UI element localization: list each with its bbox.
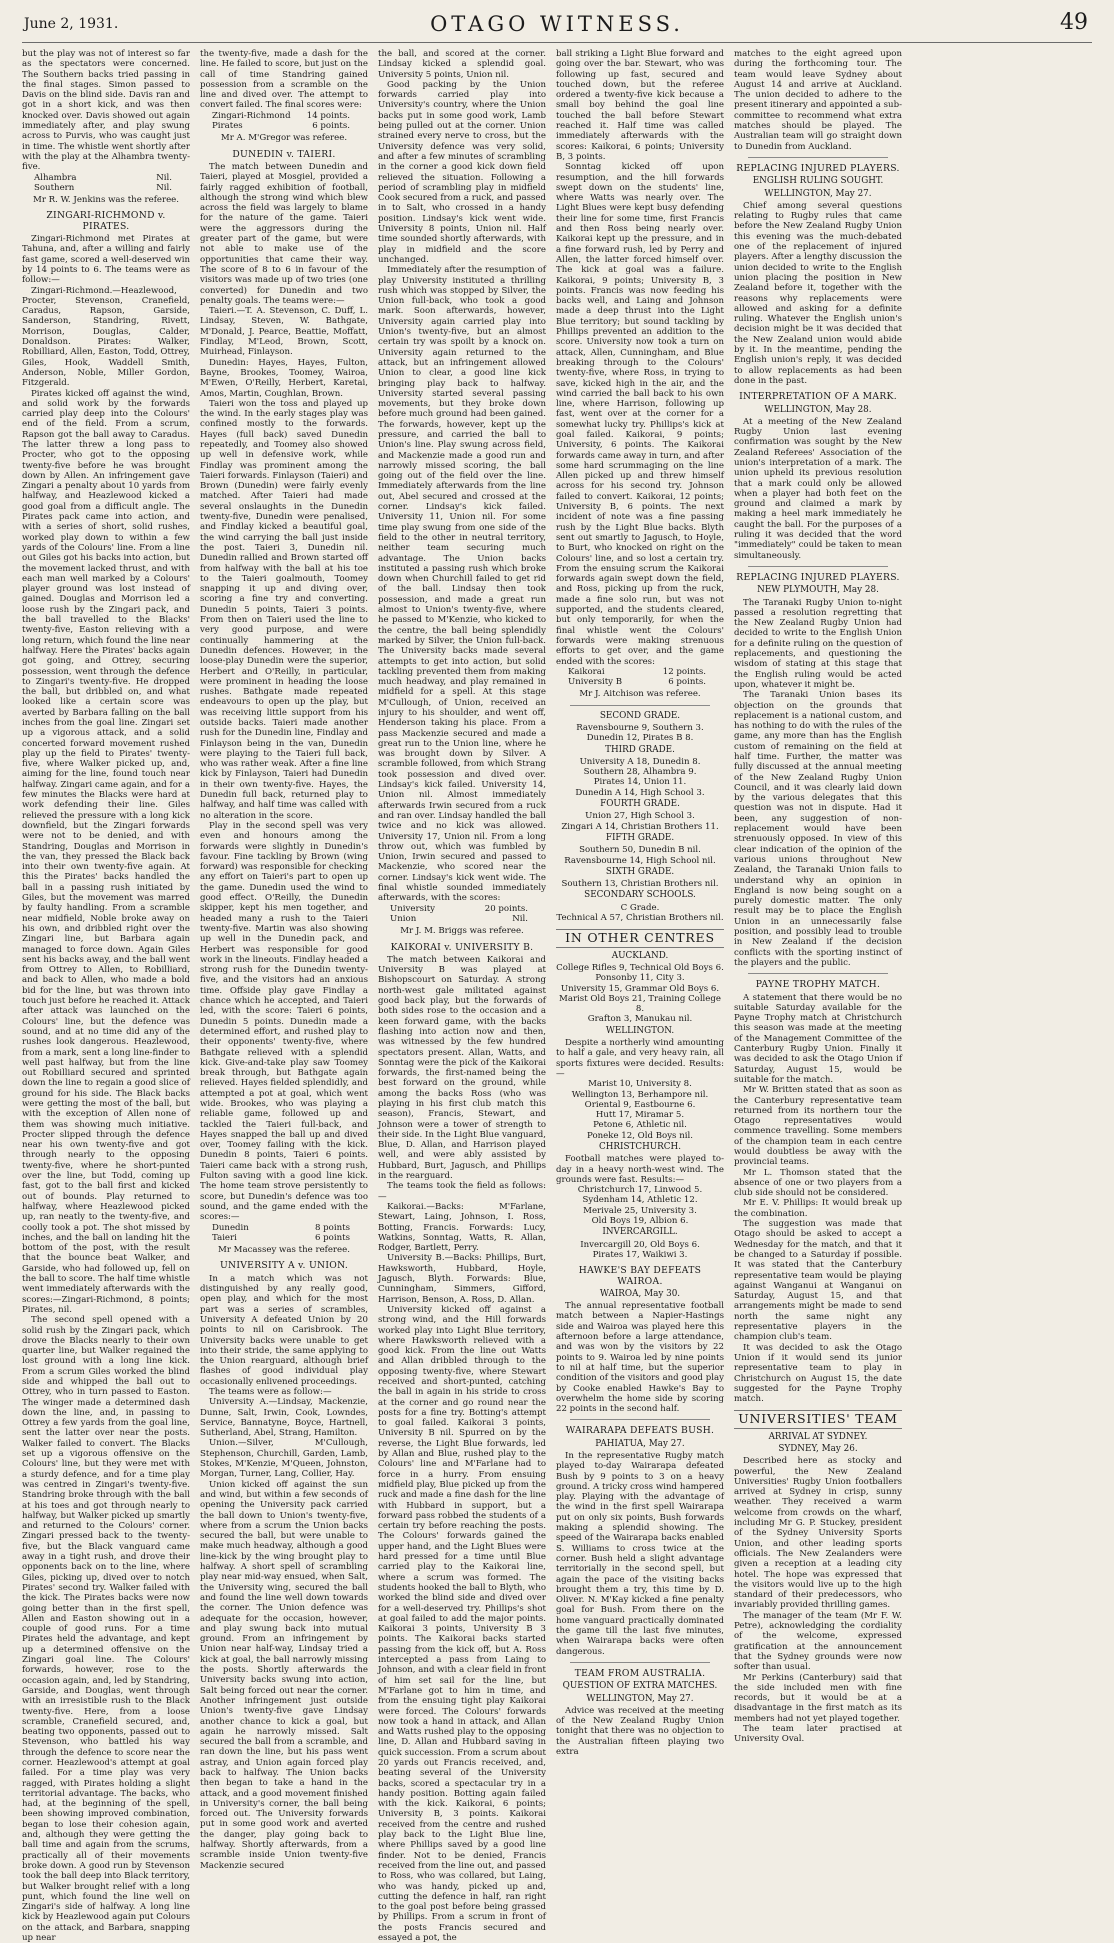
section-headline: IN OTHER CENTRES	[556, 929, 724, 947]
result-line: Southern 13, Christian Brothers nil.	[561, 879, 719, 890]
team-score: 14 points.	[306, 110, 350, 121]
masthead	[22, 6, 1092, 43]
article-paragraph: Kaikorai.—Backs: M'Farlane, Stewart, Laing, Johnson, I. Ross, Botting, Francis. Forwards: Lucy, Watkins, Sonntag, Watts, R. Allan, Rodger, Bartlett, Perry.	[378, 1201, 546, 1254]
section-headline: UNIVERSITIES' TEAM	[734, 1410, 902, 1428]
article-headline: HAWKE'S BAY DEFEATS WAIROA.	[578, 1265, 702, 1287]
article-paragraph: Immediately after the resumption of play University instituted a thrilling rush which was stopped by Silver, the Union full-back, who took a good mark. Soon afterwards, however, University again carried play into Union's twenty-five, but an almost certain try was spoilt by a knock on. University again returned to the attack, but an infringement allowed Union to clear, a good line kick bringing play back to halfway. University started several passing movements, but they broke down before much ground had been gained. The forwards, however, kept up the pressure, and carried the ball to Union's line. Play swung across field, and Mackenzie made a good run and narrowly missed scoring, the ball going out of the field over the line. Immediately afterwards from the line out, Abel secured and crossed at the corner. Lindsay's kick failed. University 11, Union nil. For some time play swung from one side of the field to the other in neutral territory, neither team securing much advantage. The Union backs instituted a passing rush which broke down when Churchill failed to get rid of the ball. Lindsay then took possession, and made a great run almost to Union's twenty-five, where he passed to M'Kenzie, who kicked to the centre, the ball being splendidly marked by Silver, the Union full-back. The University backs made several attempts to get into action, but solid tackling prevented them from making much headway, and play remained in midfield for a spell. At this stage M'Cullough, of Union, received an injury to his shoulder, and went off, Henderson taking his place. From a pass Mackenzie secured and made a great run to the Union line, where he was brought down by Silver. A scramble followed, from which Strang took possession and dived over. Lindsay's kick failed. University 14, Union nil. Almost immediately afterwards Irwin secured from a ruck and ran over. Lindsay handled the ball twice and no kick was allowed. University 17, Union nil. From a long throw out, which was fumbled by Union, Irwin secured and passed to Mackenzie, who scored near the corner. Lindsay's kick went wide. The final whistle sounded immediately afterwards, with the scores:	[378, 265, 546, 904]
article-paragraph: The annual representative football match between a Napier-Hastings side and Wairoa was played here this afternoon before a large attendance, and was won by the visitors by 22 points to 9. Wairoa led by nine points to nil at half time, but the superior condition of the visitors and good play by Cooke enabled Hawke's Bay to overwhelm the home side by scoring 22 points in the second half.	[556, 1301, 724, 1415]
divider	[570, 1662, 710, 1663]
article-paragraph: It was decided to ask the Otago Union if it would send its junior representative team to play in Christchurch on August 15, the date suggested for the Payne Trophy match.	[734, 1342, 902, 1405]
article-paragraph: Zingari-Richmond met Pirates at Tahuna, and, after a willing and fairly fast game, scored a well-deserved win by 14 points to 6. The teams were as follow:—	[22, 234, 190, 286]
article-paragraph: Dunedin: Hayes, Hayes, Fulton, Bayne, Brookes, Toomey, Wairoa, M'Ewen, O'Reilly, Herbert, Karetai, Amos, Martin, Coughlan, Brown.	[200, 357, 368, 399]
result-line: University 15, Grammar Old Boys 6.	[560, 983, 720, 994]
score-row	[200, 121, 368, 131]
grade-title: FOURTH GRADE.	[600, 799, 680, 810]
team-name: University	[390, 903, 436, 914]
score-table	[200, 111, 368, 132]
article-paragraph: Union.—Silver, M'Cullough, Stephenson, Churchill, Garden, Lamb, Stokes, M'Kenzie, M'Queen, Johnston, Morgan, Turner, Lang, Collier, Hay.	[200, 1438, 368, 1480]
sub-headline: ENGLISH RULING SOUGHT.	[752, 176, 884, 187]
column-4	[556, 49, 724, 1758]
grade-title: SECONDARY SCHOOLS.	[584, 890, 696, 901]
article-paragraph: The match between Dunedin and Taieri, played at Mosgiel, provided a fairly ragged exhibition of football, although the strong wind which blew across the field was largely to blame for the nature of the game. Taieri were the aggressors during the greater part of the game, but were not able to make use of the opportunities that came their way. The score of 8 to 6 in favour of the visitors was made up of two tries (one converted) for Dunedin and two penalty goals. The teams were:—	[200, 161, 368, 306]
article-paragraph: Pirates kicked off against the wind, and solid work by the forwards carried play deep into the Colours' end of the field. From a scrum, Rapson got the ball away to Caradus. The latter threw a long pass to Procter, who got to the opposing twenty-five before he was brought down by Allen. An infringement gave Zingari a penalty about 10 yards from halfway, and Heazlewood kicked a good goal from a difficult angle. The Pirates pack came into action, and with a series of short, solid rushes, worked play down to within a few yards of the Colours' line. From a line out Giles got his backs into action, but the movement lacked thrust, and with each man well marked by a Colours' player ground was lost instead of gained. Douglas and Morrison led a loose rush by the Zingari pack, and the ball travelled to the Blacks' twenty-five, Easton relieving with a long return, which found the line near halfway. Here the Pirates' backs again got going, and Ottrey, securing possession, went through the defence to Zingari's twenty-five. He dropped the ball, but dribbled on, and what looked like a certain score was averted by Barbara falling on the ball inches from the goal line. Zingari set up a vigorous attack, and a solid concerted forward movement rushed play up the field to Pirates' twenty-five, where Walker picked up, and, aiming for the line, found touch near halfway. Zingari came again, and for a few minutes the Blacks were hard at work defending their line. Giles relieved the pressure with a long kick downfield, but the Zingari forwards were not to be denied, and with Standring, Douglas and Morrison in the van, they pressed the Black back into their own twenty-five again. At this the Pirates' backs handled the ball in a passing rush initiated by Giles, but the movement was marred by faulty handling. From a scramble near midfield, Noble broke away on his own, and dribbled right over the Zingari line, but Barbara again managed to force down. Again Giles sent his backs away, and the ball went from Ottrey to Allen, to Robilliard, and back to Allen, who made a bold bid for the line, but was thrown into touch just before he reached it. Attack after attack was launched on the Colours' line, but the defence was sound, and at no time did any of the rushes look dangerous. Heazlewood, from a mark, sent a long line-finder to well past halfway, but from the line out Robilliard secured and sprinted down the line to regain a good slice of ground for his side. The Black backs were getting the most of the ball, but with the exception of Allen none of them was showing much initiative. Procter slipped through the defence near his own twenty-five and got through nearly to the opposing twenty-five, where he short-punted over the line, but Todd, coming up fast, got to the ball first and kicked out of bounds. Play returned to halfway, where Heazlewood picked up, ran neatly to the twenty-five, and coolly took a pot. The shot missed by inches, and the ball on landing hit the bottom of the post, with the result that the bounce beat Walker, and Garside, who had followed up, fell on the ball to score. The half time whistle went immediately afterwards with the scores:—Zingari-Richmond, 8 points; Pirates, nil.	[22, 388, 191, 1315]
article-paragraph: Union kicked off against the sun and wind, but within a few seconds of opening the University pack carried the ball down to Union's twenty-five, where from a scrum the Union backs secured the ball, but were unable to make much headway, although a good line-kick by the wing brought play to halfway. A short spell of scrambling play near mid-way ensued, when Salt, the University wing, secured the ball and found the line well down towards the corner. The Union defence was adequate for the occasion, however, and play swung back into mutual ground. From an infringement by Union near half-way, Lindsay tried a kick at goal, the ball narrowly missing the posts. Shortly afterwards the University backs swung into action, Salt being forced out near the corner. Another infringement just outside Union's twenty-five gave Lindsay another chance to kick a goal, but again he narrowly missed. Salt secured the ball from a scramble, and ran down the line, but his pass went astray, and Union again forced play back to halfway. The Union backs then began to take a hand in the attack, and a good movement finished in University's corner, the ball being forced out. The University forwards put in some good work and averted the danger, play going back to halfway. Shortly afterwards, from a scramble inside Union twenty-five Mackenzie secured	[200, 1479, 368, 1871]
article-paragraph: Taieri won the toss and played up the wind. In the early stages play was confined mostly to the forwards. Hayes (full back) saved Dunedin repeatedly, and Toomey also showed up well in defensive work, while Findlay was prominent among the Taieri forwards. Finlayson (Taieri) and Brown (Dunedin) were fairly evenly matched. After Taieri had made several onslaughts in the Dunedin twenty-five, Dunedin were penalised, and Findlay kicked a beautiful goal, the wind carrying the ball just inside the post. Taieri 3, Dunedin nil. Dunedin rallied and Brown started off from halfway with the ball at his toe to the Taieri goalmouth, Toomey snapping it up and diving over, scoring a fine try and converting. Dunedin 5 points, Taieri 3 points. From then on Taieri used the line to very good purpose, and were continually hammering at the Dunedin defences. However, in the loose-play Dunedin were the superior, Herbert and O'Reilly, in particular, were prominent in heading the loose rushes. Bathgate made repeated endeavours to open up the play, but was receiving little support from his outside backs. Taieri made another rush for the Dunedin line, Findlay and Finlayson being in the van, Dunedin were playing to the Taieri full back, who was rather weak. After a fine line kick by Finlayson, Taieri had Dunedin in their own twenty-five. Hayes, the Dunedin full back, returned play to halfway, and half time was called with no alteration in the score.	[200, 398, 368, 821]
centre-title: WELLINGTON.	[605, 1025, 675, 1036]
team-name: University B	[568, 677, 623, 688]
result-line: Merivale 25, University 3.	[583, 1205, 697, 1216]
result-line: Zingari A 14, Christian Brothers 11.	[561, 821, 719, 832]
grade-title: THIRD GRADE.	[605, 744, 675, 755]
page-number: 49	[1060, 10, 1088, 35]
article-headline: DUNEDIN v. TAIERI.	[232, 148, 336, 160]
divider	[748, 973, 888, 974]
result-line: Marist Old Boys 21, Training College 8.	[559, 993, 721, 1015]
newspaper-title: OTAGO WITNESS.	[430, 12, 684, 36]
centre-title: INVERCARGILL.	[602, 1227, 678, 1238]
article-paragraph: Chief among several questions relating to Rugby rules that came before the New Zealand Rugby Union this evening was the much-debated one of the replacement of injured players. After a lengthy discussion the union decided to write to the English union placing the position in New Zealand before it, together with the reasons why replacements were allowed and asking for a definite ruling. Whatever the English union's decision might be it was decided that the New Zealand union would abide by it. In the meantime, pending the English union's reply, it was decided to allow replacements as had been done in the past.	[734, 200, 902, 386]
score-row	[556, 677, 724, 687]
divider	[570, 705, 710, 706]
article-paragraph: Described here as stocky and powerful, the New Zealand Universities' Rugby Union footballers arrived at Sydney in crisp, sunny weather. They received a warm welcome from crowds on the wharf, including Mr G. P. Stuckey, president of the Sydney University Sports Union, and other leading sports officials. The New Zealanders were given a reception at a leading city hotel. The hope was expressed that the visitors would live up to the high standard of their predecessors, who invariably provided thrilling games.	[734, 1456, 902, 1611]
article-paragraph: University B.—Backs: Phillips, Burt, Hawksworth, Hubbard, Hoyle, Jagusch, Blyth. Forwards: Blue, Cunningham, Simmers, Gifford, Harrison, Benson, A. Ross, D. Allan.	[378, 1253, 546, 1305]
team-name: Pirates	[212, 121, 243, 132]
article-paragraph: The suggestion was made that Otago should be asked to accept a Wednesday for the match, and that it be changed to a Saturday if possible. It was stated that the Canterbury representative team would be playing against Wanganui at Wanganui on Saturday, August 15, and that arrangements might be made to send north the same night any representative players in the champion club's team.	[734, 1219, 902, 1343]
centre-intro: Despite a northerly wind amounting to half a gale, and very heavy rain, all sports fixtures were decided. Results:—	[556, 1038, 724, 1079]
article-paragraph: Mr E. V. Phillips: It would break up the combination.	[734, 1198, 902, 1219]
article-headline: ZINGARI-RICHMOND v. PIRATES.	[46, 210, 166, 232]
score-row	[378, 914, 546, 924]
result-line: Old Boys 19, Albion 6.	[591, 1216, 689, 1227]
article-paragraph: The second spell opened with a solid rush by the Zingari pack, which drove the Blacks nearly to their own quarter line, but Walker regained the lost ground with a long line kick. From a scrum Giles worked the blind side and whipped the ball out to Ottrey, who in turn passed to Easton. The winger made a determined dash down the line, and, in passing to Ottrey a few yards from the goal line, sent the latter over near the posts. Walker failed to convert. The Blacks set up a vigorous offensive on the Colours' line, but they were met with a sturdy defence, and for a time play was centred in Zingari's twenty-five. Standring broke through with the ball at his toes and got through nearly to halfway, but Walker picked up smartly and returned to the Colours' corner. Zingari pressed back to the twenty-five, but the Black vanguard came away in a tight rush, and drove their opponents back on to the line, where Giles, picking up, dived over to notch Pirates' second try. Walker failed with the kick. The Pirates backs were now going better than in the first spell, Allen and Easton showing out in a couple of good runs. For a time Pirates held the advantage, and kept up a determined offensive on the Zingari goal line. The Colours' forwards, however, rose to the occasion again, and, led by Standring, Garside, and Douglas, went through with an irresistible rush to the Black twenty-five. Here, from a loose scramble, Cranefield secured, and, beating two opponents, passed out to Stevenson, who battled his way through the defence to score near the corner. Heazlewood's attempt at goal failed. For a time play was very ragged, with Pirates holding a slight territorial advantage. The backs, who had, at the beginning of the spell, been showing improved combination, began to lose their cohesion again, and, although they were getting the ball time and again from the scrums, practically all of their movements broke down. A good run by Stevenson took the ball deep into Black territory, but Walker brought relief with a long punt, which found the line well on Zingari's side of halfway. A long line kick by Heazlewood again put Colours on the attack, and Barbara, snapping up near	[22, 1315, 190, 1943]
score-table	[556, 667, 724, 688]
article-paragraph: The teams took the field as follows:—	[378, 1181, 546, 1202]
columns	[22, 49, 1092, 1943]
article-paragraph: At a meeting of the New Zealand Rugby Union last evening confirmation was sought by the New Zealand Referees' Association of the union's interpretation of a mark. The union upheld its previous resolution that a mark could only be allowed when a player had both feet on the ground and claimed a mark by making a heel mark immediately he caught the ball. For the purposes of a ruling it was decided that the word "immediately" could be taken to mean simultaneously.	[734, 416, 902, 561]
grade-title: FIFTH GRADE.	[605, 832, 675, 843]
article-paragraph: University A.—Lindsay, Mackenzie, Dunne, Salt, Irwin, Cook, Lowndes, Service, Bannatyne, Boyce, Hartnell, Sutherland, Abel, Strang, Hamilton.	[200, 1397, 368, 1439]
issue-date: June 2, 1931.	[24, 16, 119, 32]
column-1	[22, 49, 191, 1943]
article-paragraph: In the representative Rugby match played to-day Wairarapa defeated Bush by 9 points to 3 on a heavy ground. A tricky cross wind hampered play. Playing with the advantage of the wind in the first spell Wairarapa put on only six points, Bush forwards making a splendid showing. The speed of the Wairarapa backs enabled S. Williams to cross twice at the corner. Bush held a slight advantage territorially in the second spell, but again the pace of the visiting backs brought them a try, this time by D. Oliver. N. M'Kay kicked a fine penalty goal for Bush. From there on the home vanguard practically dominated the game till the last five minutes, when Wairarapa backs were often dangerous.	[556, 1451, 724, 1657]
result-line: Dunedin 12, Pirates B 8.	[586, 733, 694, 744]
dateline: WELLINGTON, May 27.	[764, 188, 872, 199]
team-name: Alhambra	[34, 172, 77, 183]
referee-line: Mr A. M'Gregor was referee.	[220, 133, 348, 144]
result-line: Technical A 57, Christian Brothers nil.	[556, 913, 724, 924]
centre-title: CHRISTCHURCH.	[598, 1141, 682, 1152]
dateline: WELLINGTON, May 28.	[764, 404, 872, 415]
article-paragraph: Sonntag kicked off upon resumption, and the hill forwards swept down on the students' line, where Watts was nearly over. The Light Blues were kept busy defending their line for some time, first Francis and then Ross being nearly over. Kaikorai kept up the pressure, and in a fine forward rush, led by Perry and Allen, the latter forced himself over. The kick at goal was a failure. Kaikorai, 9 points; University B, 3 points. Francis was now feeding his backs well, and Laing and Johnson made a deep thrust into the Light Blue territory; but sound tackling by Phillips prevented an addition to the score. University now took a turn on attack, Allen, Cunningham, and Blue breaking through to the Colours' twenty-five, where Ross, in trying to save, kicked high in the air, and the wind carried the ball back to his own line, where Harrison, following up fast, went over at the corner for a somewhat lucky try. Phillips's kick at goal failed. Kaikorai, 9 points; University, 6 points. The Kaikorai forwards came away in turn, and after some hard scrummaging on the line Allen picked up and threw himself across for his second try. Johnson failed to convert. Kaikorai, 12 points; University B, 6 points. The next incident of note was a fine passing rush by the Light Blue backs. Blyth sent out smartly to Jagusch, to Hoyle, to Burt, who knocked on right on the Colours' line, and so lost a certain try. From the ensuing scrum the Kaikorai forwards again swept down the field, and Ross, picking up from the ruck, made a fine solo run, but was not supported, and the students cleared, but only temporarily, for when the final whistle went the Colours' forwards were making strenuous efforts to get over, and the game ended with the scores:	[556, 162, 724, 667]
team-score: 6 points	[314, 1232, 350, 1243]
divider	[748, 157, 888, 158]
article-paragraph: A statement that there would be no suitable Saturday available for the Payne Trophy match at Christchurch this season was made at the meeting of the Management Committee of the Canterbury Rugby Union. Finally it was decided to ask the Otago Union if Saturday, August 15, would be suitable for the match.	[734, 992, 902, 1085]
team-score: 6 points.	[312, 121, 350, 132]
grade-title: SECOND GRADE.	[599, 710, 681, 721]
centre-title: AUCKLAND.	[611, 950, 669, 961]
team-name: Zingari-Richmond	[212, 110, 291, 121]
article-headline: TEAM FROM AUSTRALIA.	[574, 1667, 706, 1679]
article-paragraph: In a match which was not distinguished by any really good, open play, and which for the most part was a series of scrambles, University A defeated Union by 20 points to nil on Carisbrook. The University backs were unable to get into their stride, the same applying to the Union rearguard, although brief flashes of good individual play occasionally enlivened proceedings.	[200, 1273, 368, 1387]
article-paragraph: Advice was received at the meeting of the New Zealand Rugby Union tonight that there was no objection to the Australian fifteen playing two extra	[556, 1705, 724, 1758]
team-score: 20 points.	[484, 903, 528, 914]
team-name: Southern	[34, 182, 75, 193]
team-name: Union	[390, 913, 417, 924]
result-line: Ponsonby 11, City 3.	[595, 973, 685, 984]
team-score: Nil.	[512, 913, 528, 924]
article-paragraph: the twenty-five, made a dash for the line. He failed to score, but just on the call of time Standring gained possession from a scramble on the line and dived over. The attempt to convert failed. The final scores were:	[200, 49, 368, 111]
article-paragraph: Zingari-Richmond.—Heazlewood, Procter, Stevenson, Cranefield, Caradus, Rapson, Garside, Sanderson, Standring, Rivett, Morrison, Douglas, Calder, Donaldson. Pirates: Walker, Robilliard, Allen, Easton, Todd, Ottrey, Giles, Hook, Waddell Smith, Anderson, Noble, Miller Gordon, Fitzgerald.	[22, 285, 190, 389]
column-2	[200, 49, 368, 1871]
article-headline: KAIKORAI v. UNIVERSITY B.	[390, 941, 534, 953]
score-table	[22, 173, 190, 194]
article-paragraph: Mr L. Thomson stated that the absence of one or two players from a club side should not be considered.	[734, 1167, 902, 1199]
result-line: Hutt 17, Miramar 5.	[595, 1110, 685, 1121]
centre-intro: Football matches were played to-day in a heavy north-west wind. The grounds were fast. Results:—	[556, 1154, 724, 1185]
score-row	[200, 1223, 368, 1233]
score-row	[200, 111, 368, 121]
sub-headline: ARRIVAL AT SYDNEY.	[768, 1431, 868, 1442]
score-row	[556, 667, 724, 677]
article-headline: WAIRARAPA DEFEATS BUSH.	[565, 1425, 715, 1437]
result-line: C Grade.	[620, 902, 660, 913]
article-paragraph: Mr Perkins (Canterbury) said that the side included men with fine records, but it would be at a disadvantage in the first match as its members had not yet played together.	[734, 1672, 902, 1724]
team-name: Dunedin	[212, 1222, 249, 1233]
article-headline: UNIVERSITY A v. UNION.	[219, 1260, 349, 1272]
score-row	[200, 1233, 368, 1243]
article-paragraph: Mr W. Britten stated that as soon as the Canterbury representative team returned from its northern tour the Otago representatives would commence travelling. Some members of the champion team in each centre would doubtless be away with the provincial teams.	[734, 1085, 902, 1168]
dateline: SYDNEY, May 26.	[778, 1444, 858, 1454]
result-line: Southern 50, Dunedin B nil.	[579, 845, 701, 856]
dateline: PAHIATUA, May 27.	[595, 1438, 685, 1449]
article-paragraph: Play in the second spell was very even and honours among the forwards were slightly in Dunedin's favour. Fine tackling by Brown (wing forward) was responsible for checking any effort on Taieri's part to open up the game. Dunedin used the wind to good effect. O'Reilly, the Dunedin skipper, kept his men together, and headed many a rush to the Taieri twenty-five. Martin was also showing up well in the Dunedin pack, and Herbert was responsible for good work in the lineouts. Findlay headed a strong rush for the Dunedin twenty-five, and the visitors had an anxious time. Offside play gave Findlay a chance which he accepted, and Taieri led, with the score: Taieri 6 points, Dunedin 5 points. Dunedin made a determined effort, and rushed play to their opponents' twenty-five, where Bathgate relieved with a splendid kick. Give-and-take play saw Toomey break through, but Bathgate again relieved. Hayes fielded splendidly, and attempted a pot at goal, which went wide. Brookes, who was playing a reliable game, followed up and tackled the Taieri full-back, and Hayes snapped the ball up and dived over, Toomey failing with the kick. Dunedin 8 points, Taieri 6 points. Taieri came back with a strong rush, Fulton saving with a good line kick. The home team strove persistently to score, but Dunedin's defence was too sound, and the game ended with the scores:—	[200, 820, 368, 1223]
centre-results	[556, 951, 724, 1261]
result-line: Dunedin A 14, High School 3.	[575, 787, 705, 798]
result-line: Sydenham 14, Athletic 12.	[582, 1195, 698, 1206]
article-headline: INTERPRETATION OF A MARK.	[739, 391, 897, 403]
article-paragraph: Good packing by the Union forwards carried play into University's country, where the Union backs put in some good work, Lamb being pulled out at the corner. Union strained every nerve to cross, but the University defence was very solid, and after a few minutes of scrambling in the corner a good kick down field relieved the situation. Following a period of scrambling play in midfield Cook secured from a ruck, and passed in to Salt, who crossed in a handy position. Lindsay's kick went wide. University 8 points, Union nil. Half time sounded shortly afterwards, with play in midfield and the score unchanged.	[378, 79, 546, 265]
result-line: Christchurch 17, Linwood 5.	[577, 1185, 703, 1196]
result-line: Pirates 17, Waikiwi 3.	[592, 1249, 688, 1260]
grade-title: SIXTH GRADE.	[605, 866, 675, 877]
divider	[748, 566, 888, 567]
result-line: Grafton 3, Manukau nil.	[587, 1014, 693, 1025]
article-paragraph: the ball, and scored at the corner. Lindsay kicked a splendid goal. University 5 points, Union nil.	[378, 49, 546, 80]
article-headline: REPLACING INJURED PLAYERS.	[736, 162, 900, 174]
score-table	[378, 904, 546, 925]
team-name: Taieri	[212, 1232, 237, 1243]
result-line: Marist 10, University 8.	[588, 1079, 692, 1090]
sub-headline: QUESTION OF EXTRA MATCHES.	[562, 1681, 718, 1692]
article-paragraph: but the play was not of interest so far as the spectators were concerned. The Southern backs tried passing in the final stages. Simon passed to Davis on the blind side. Davis ran and got in a short kick, and was then knocked over. Davis showed out again immediately after, and play swung across to Purvis, who was caught just in time. The whistle went shortly after with the play at the Alhambra twenty-five.	[22, 49, 190, 173]
column-3	[378, 49, 546, 1943]
referee-line: Mr Macassey was the referee.	[218, 1245, 350, 1256]
result-line: Wellington 13, Berhampore nil.	[571, 1089, 709, 1100]
result-line: Invercargill 20, Old Boys 6.	[580, 1239, 700, 1250]
article-paragraph: ball striking a Light Blue forward and going over the bar. Stewart, who was following up fast, secured and touched down, but the referee ordered a twenty-five kick because a small boy behind the goal line touched the ball before Stewart reached it. Half time was called immediately afterwards with the scores: Kaikorai, 6 points; University B, 3 points.	[556, 49, 724, 162]
grade-results	[556, 711, 724, 924]
article-paragraph: The teams were as follow:—	[209, 1387, 332, 1397]
team-name: Kaikorai	[568, 666, 605, 677]
result-line: Oriental 9, Eastbourne 6.	[584, 1099, 696, 1110]
divider	[570, 1419, 710, 1420]
referee-line: Mr J. Aitchison was referee.	[579, 689, 701, 700]
result-line: Southern 28, Alhambra 9.	[583, 767, 697, 778]
result-line: University A 18, Dunedin 8.	[579, 756, 701, 767]
dateline: WELLINGTON, May 27.	[586, 1693, 694, 1704]
column-5	[734, 49, 902, 1745]
article-headline: PAYNE TROPHY MATCH.	[755, 979, 881, 991]
score-table	[200, 1223, 368, 1244]
referee-line: Mr R. W. Jenkins was the referee.	[33, 195, 179, 206]
team-score: 6 points.	[668, 677, 706, 688]
result-line: Poneke 12, Old Boys nil.	[587, 1130, 693, 1141]
article-paragraph: The Taranaki Rugby Union to-night passed a resolution regretting that the New Zealand Rugby Union had decided to write to the English Union for a definite ruling on the question of replacements, and questioning the wisdom of stating at this stage that the English ruling would be acted upon, whatever it might be.	[734, 597, 902, 690]
dateline: WAIROA, May 30.	[599, 1288, 681, 1299]
result-line: Pirates 14, Union 11.	[593, 777, 687, 788]
team-score: 8 points	[314, 1222, 350, 1233]
result-line: Ravensbourne 9, Southern 3.	[576, 723, 704, 733]
result-line: Petone 6, Athletic nil.	[593, 1120, 687, 1131]
article-paragraph: The Taranaki Union bases its objection on the grounds that replacement is a national custom, and has nothing to do with the rules of the game, any more than has the English custom of remaining on the field at half time. Further, the matter was fully discussed at the annual meeting of the New Zealand Rugby Union Council, and it was clearly laid down by the various delegates that this question was not in dispute. Had it been, any suggestion of non-replacement would have been strenuously opposed. In view of this clear indication of the opinion of the various unions throughout New Zealand, the Taranaki Union fails to understand why an opinion in England is now being sought on a purely domestic matter. The only result may be to place the English Union in an unnecessarily false position, and possibly lead to trouble in New Zealand if the decision conflicts with the sporting instinct of the players and the public.	[734, 690, 902, 968]
score-row	[22, 173, 190, 183]
result-line: Union 27, High School 3.	[585, 811, 695, 822]
result-line: Ravensbourne 14, High School nil.	[564, 855, 716, 866]
result-line: College Rifles 9, Technical Old Boys 6.	[556, 962, 724, 973]
article-paragraph: The match between Kaikorai and University B was played at Bishopscourt on Saturday. A strong north-west gale militated against good back play, but the forwards of both sides rose to the occasion and a keen forward game, with the backs flashing into action now and then, was witnessed by the few hundred spectators present. Allan, Watts, and Sonntag were the pick of the Kaikorai forwards, the first-named being the best forward on the ground, while among the backs Ross (who was playing in his first club match this season), Francis, Stewart, and Johnson were a tower of strength to their side. In the Light Blue vanguard, Blue, D. Allan, and Harrison played well, and were ably assisted by Hubbard, Burt, Jagusch, and Phillips in the rearguard.	[378, 954, 546, 1182]
team-score: Nil.	[156, 182, 172, 193]
article-paragraph: Taieri.—T. A. Stevenson, C. Duff, L. Lindsay, Steven, W. Bathgate, M'Donald, J. Pearce, Beattie, Moffatt, Findlay, M'Leod, Brown, Scott, Muirhead, Finlayson.	[200, 306, 368, 358]
dateline: NEW PLYMOUTH, May 28.	[757, 585, 879, 596]
referee-line: Mr J. M. Briggs was referee.	[400, 926, 524, 937]
score-row	[378, 904, 546, 914]
score-row	[22, 183, 190, 193]
team-score: 12 points.	[662, 666, 706, 677]
article-headline: REPLACING INJURED PLAYERS.	[736, 571, 900, 583]
article-paragraph: The manager of the team (Mr F. W. Petre), acknowledging the cordiality of the welcome, expressed gratification at the announcement that the Sydney grounds were now softer than usual.	[734, 1610, 902, 1673]
article-paragraph: matches to the eight agreed upon during the forthcoming tour. The team would leave Sydney about August 14 and arrive at Auckland. The union decided to adhere to the present itinerary and appointed a sub-committee to recommend what extra matches should be played. The Australian team will go straight down to Dunedin from Auckland.	[734, 49, 902, 152]
team-score: Nil.	[156, 172, 172, 183]
article-paragraph: The team later practised at University Oval.	[734, 1724, 902, 1745]
article-paragraph: University kicked off against a strong wind, and the Hill forwards worked play into Light Blue territory, where Hawksworth relieved with a good kick. From the line out Watts and Allan dribbled through to the opposing twenty-five, where Stewart received and short-punted, catching the ball in again in his stride to cross at the corner and go round near the posts for a fine try. Botting's attempt to goal failed. Kaikorai 3 points, University B nil. Spurred on by the reverse, the Light Blue forwards, led by Allan and Blue, rushed play to the Colours' line and M'Farlane had to force in a hurry. From ensuing midfield play, Blue picked up from the ruck and made a fine dash for the line with Hubbard in support, but a forward pass robbed the students of a certain try before reaching the posts. The Colours' forwards gained the upper hand, and the Light Blues were hard pressed for a time until Blue carried play to the Kaikorai line, where a scrum was formed. The students hooked the ball to Blyth, who worked the blind side and dived over for a well-deserved try. Phillips's shot at goal failed to add the major points. Kaikorai 3 points, University B 3 points. The Kaikorai backs started passing from the kick off, but A. Ross intercepted a pass from Laing to Johnson, and with a clear field in front of him set sail for the line, but M'Farlane got to him in time, and from the ensuing tight play Kaikorai were forced. The Colours' forwards now took a hand in attack, and Allan and Watts rushed play to the opposing line, D. Allan and Hubbard saving in quick succession. From a scrum about 20 yards out Francis received, and, beating several of the University backs, scored a spectacular try in a handy position. Botting again failed with the kick. Kaikorai, 6 points; University B, 3 points. Kaikorai received from the centre and rushed play back to the Light Blue line, where Phillips saved by a good line finder. Not to be denied, Francis received from the line out, and passed to Ross, who was collared, but Laing, who was handy, picked up and, cutting the defence in half, ran right to the goal post before being grassed by Phillips. From a scrum in front of the posts Francis secured and essayed a pot, the	[378, 1304, 546, 1943]
